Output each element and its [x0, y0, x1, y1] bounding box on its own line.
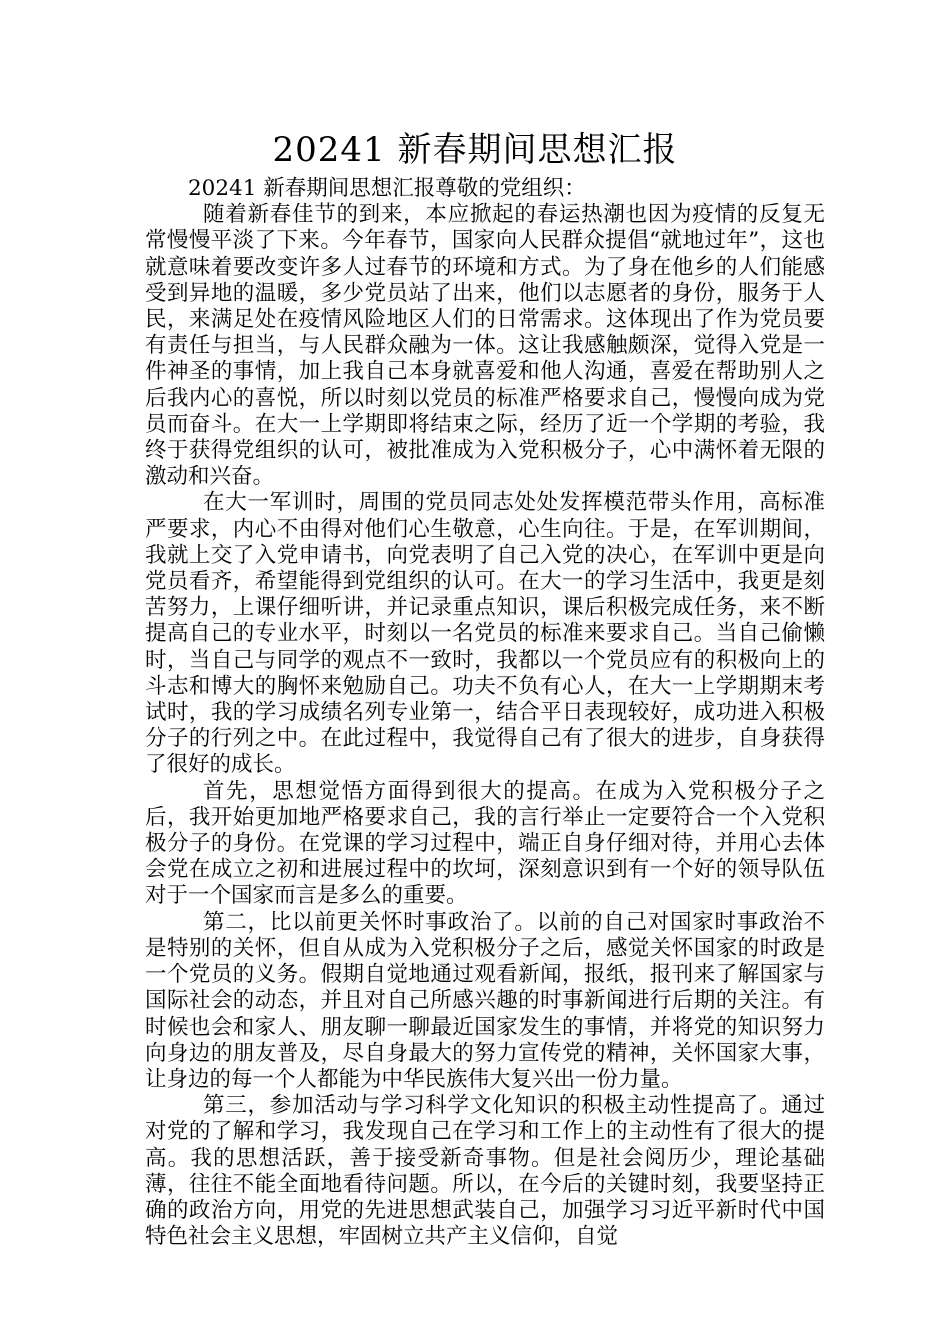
paragraph-3: 首先，思想觉悟方面得到很大的提高。在成为入党积极分子之后，我开始更加地严格要求自己，我的言行举止一定要符合一个入党积极分子的身份。在党课的学习过程中，端正自身仔细对待，并用心去体会党在成立之初和进展过程中的坎坷，深刻意识到有一个好的领导队伍对于一个国家而言是多么的重要。 — [145, 778, 825, 909]
document-body — [145, 176, 825, 1250]
paragraph-5: 第三，参加活动与学习科学文化知识的积极主动性提高了。通过对党的了解和学习，我发现自己在学习和工作上的主动性有了很大的提高。我的思想活跃，善于接受新奇事物。但是社会阅历少，理论基础薄，往往不能全面地看待问题。所以，在今后的关键时刻，我要坚持正确的政治方向，用党的先进思想武装自己，加强学习习近平新时代中国特色社会主义思想，牢固树立共产主义信仰，自觉 — [145, 1093, 825, 1250]
salutation-line: 20241 新春期间思想汇报尊敬的党组织： — [188, 176, 586, 201]
document-title: 20241 新春期间思想汇报 — [272, 130, 678, 170]
paragraph-2: 在大一军训时，周围的党员同志处处发挥模范带头作用，高标准严要求，内心不由得对他们心生敬意，心生向往。于是，在军训期间，我就上交了入党申请书，向党表明了自己入党的决心，在军训中更是向党员看齐，希望能得到党组织的认可。在大一的学习生活中，我更是刻苦努力，上课仔细听讲，并记录重点知识，课后积极完成任务，来不断提高自己的专业水平，时刻以一名党员的标准来要求自己。当自己偷懒时，当自己与同学的观点不一致时，我都以一个党员应有的积极向上的斗志和博大的胸怀来勉励自己。功夫不负有心人，在大一上学期期末考试时，我的学习成绩名列专业第一，结合平日表现较好，成功进入积极分子的行列之中。在此过程中，我觉得自己有了很大的进步，自身获得了很好的成长。 — [145, 490, 825, 778]
paragraph-1: 随着新春佳节的到来，本应掀起的春运热潮也因为疫情的反复无常慢慢平淡了下来。今年春节，国家向人民群众提倡“就地过年”，这也就意味着要改变许多人过春节的环境和方式。为了身在他乡的人们能感受到异地的温暖，多少党员站了出来，他们以志愿者的身份，服务于人民，来满足处在疫情风险地区人们的日常需求。这体现出了作为党员要有责任与担当，与人民群众融为一体。这让我感触颇深，觉得入党是一件神圣的事情，加上我自己本身就喜爱和他人沟通，喜爱在帮助别人之后我内心的喜悦，所以时刻以党员的标准严格要求自己，慢慢向成为党员而奋斗。在大一上学期即将结束之际，经历了近一个学期的考验，我终于获得党组织的认可，被批准成为入党积极分子，心中满怀着无限的激动和兴奋。 — [145, 202, 825, 490]
paragraph-4: 第二，比以前更关怀时事政治了。以前的自己对国家时事政治不是特别的关怀，但自从成为入党积极分子之后，感觉关怀国家的时政是一个党员的义务。假期自觉地通过观看新闻，报纸，报刊来了解国家与国际社会的动态，并且对自己所感兴趣的时事新闻进行后期的关注。有时候也会和家人、朋友聊一聊最近国家发生的事情，并将党的知识努力向身边的朋友普及，尽自身最大的努力宣传党的精神，关怀国家大事，让身边的每一个人都能为中华民族伟大复兴出一份力量。 — [145, 909, 825, 1092]
